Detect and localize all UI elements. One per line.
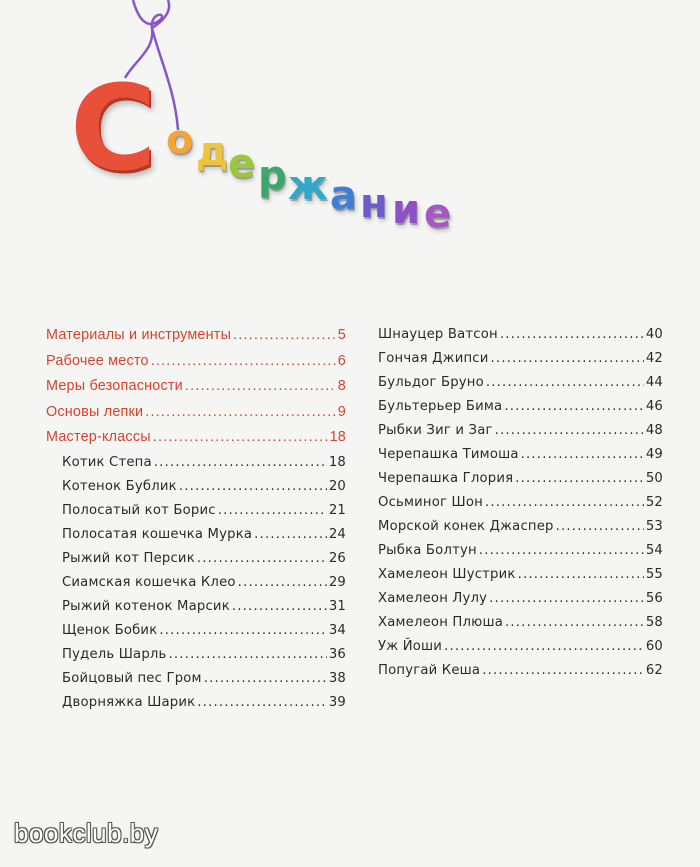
toc-entry-title: Материалы и инструменты (46, 327, 232, 343)
toc-entry[interactable] (378, 423, 663, 447)
toc-leader (238, 575, 327, 590)
title-letter: и (392, 187, 421, 233)
toc-entry-page: 58 (645, 615, 663, 630)
toc-leader (485, 495, 644, 510)
toc-entry-page: 46 (645, 399, 663, 414)
toc-entry-page: 48 (645, 423, 663, 438)
toc-entry-page: 9 (337, 403, 346, 420)
toc-leader (504, 399, 643, 414)
toc-leader (254, 527, 327, 542)
toc-entry-page: 54 (645, 543, 663, 558)
toc-entry-title: Мастер-классы (46, 429, 151, 446)
toc-entry[interactable] (46, 479, 346, 503)
toc-entry[interactable] (46, 623, 346, 647)
toc-leader (145, 404, 336, 420)
toc-leader (179, 479, 327, 494)
toc-entry-page: 52 (645, 495, 663, 510)
toc-entry-title: Уж Йоши (378, 639, 443, 654)
toc-entry-page: 53 (645, 519, 663, 534)
toc-entry-title: Бультерьер Бима (378, 399, 503, 414)
toc-entry[interactable] (378, 519, 663, 543)
toc-entry-title: Котик Степа (62, 454, 152, 470)
toc-entry-title: Хамелеон Шустрик (378, 567, 516, 582)
toc-entry[interactable] (46, 647, 346, 671)
toc-entry-page: 18 (329, 429, 346, 446)
toc-entry[interactable] (378, 447, 663, 471)
toc-entry[interactable] (378, 567, 663, 591)
toc-leader (154, 455, 327, 470)
toc-entry-title: Шнауцер Ватсон (378, 327, 498, 342)
toc-entry-title: Хамелеон Лулу (378, 591, 488, 606)
toc-leader (169, 647, 327, 662)
toc-leader (486, 375, 644, 390)
toc-leader (153, 429, 328, 445)
toc-entry-title: Рыжий котенок Марсик (62, 598, 230, 614)
toc-entry[interactable] (46, 671, 346, 695)
toc-leader (204, 671, 327, 686)
toc-entry-title: Рабочее место (46, 352, 149, 369)
toc-entry-page: 60 (645, 639, 663, 654)
toc-entry-title: Морской конек Джаспер (378, 519, 554, 534)
toc-leader (479, 543, 644, 558)
toc-entry[interactable] (46, 695, 346, 719)
toc-entry[interactable] (378, 543, 663, 567)
title-first-letter: С (70, 59, 157, 197)
toc-entry-title: Хамелеон Плюша (378, 615, 503, 630)
toc-entry-title: Основы лепки (46, 403, 144, 420)
toc-leader (515, 471, 644, 486)
toc-entry[interactable] (46, 551, 346, 575)
toc-entry-page: 20 (328, 478, 346, 494)
toc-entry[interactable] (46, 527, 346, 551)
title-letter: ж (288, 163, 328, 209)
toc-entry-page: 34 (328, 622, 346, 638)
toc-leader (159, 623, 326, 638)
toc-leader (185, 378, 336, 394)
toc-leader (482, 663, 644, 678)
toc-leader (489, 591, 644, 606)
toc-entry-page: 8 (337, 378, 346, 395)
toc-entry-page: 18 (328, 454, 346, 470)
toc-entry-page: 38 (328, 670, 346, 686)
toc-entry-page: 50 (645, 471, 663, 486)
toc-entry-page: 42 (645, 351, 663, 366)
toc-entry-title: Полосатый кот Борис (62, 502, 216, 518)
title-letter: р (258, 153, 287, 199)
toc-right-column (378, 327, 663, 687)
toc-leader (151, 353, 336, 369)
toc-leader (232, 599, 327, 614)
toc-entry-title: Щенок Бобик (62, 622, 158, 638)
toc-entry-title: Бойцовый пес Гром (62, 670, 202, 686)
toc-leader (521, 447, 644, 462)
toc-entry[interactable] (46, 378, 346, 404)
toc-entry-title: Дворняжка Шарик (62, 694, 196, 710)
toc-entry-page: 62 (645, 663, 663, 678)
toc-entry[interactable] (378, 639, 663, 663)
toc-entry-page: 21 (328, 502, 346, 518)
toc-entry[interactable] (46, 503, 346, 527)
toc-entry-title: Черепашка Тимоша (378, 447, 519, 462)
toc-entry-title: Попугай Кеша (378, 663, 481, 678)
toc-entry[interactable] (378, 471, 663, 495)
toc-leader (500, 327, 644, 342)
toc-entry[interactable] (378, 399, 663, 423)
toc-entry[interactable] (46, 353, 346, 379)
toc-entry-page: 40 (645, 327, 663, 342)
toc-entry-page: 55 (645, 567, 663, 582)
toc-entry[interactable] (46, 327, 346, 353)
toc-left-column (46, 327, 346, 719)
title-letter: д (196, 129, 229, 175)
toc-entry[interactable] (46, 599, 346, 623)
toc-entry[interactable] (378, 495, 663, 519)
toc-entry-page: 39 (328, 694, 346, 710)
toc-leader (233, 327, 336, 343)
toc-entry-title: Черепашка Глория (378, 471, 514, 486)
toc-entry[interactable] (378, 327, 663, 351)
toc-entry-page: 29 (328, 574, 346, 590)
toc-entry-page: 26 (328, 550, 346, 566)
title-letter: а (330, 173, 357, 219)
toc-leader (518, 567, 644, 582)
toc-leader (444, 639, 644, 654)
toc-leader (197, 551, 327, 566)
toc-entry-title: Бульдог Бруно (378, 375, 484, 390)
toc-entry-page: 6 (337, 352, 346, 369)
toc-entry[interactable] (378, 351, 663, 375)
toc-entry[interactable] (378, 375, 663, 399)
toc-leader (495, 423, 644, 438)
watermark: bookclub.by (14, 818, 159, 848)
title-letter: н (360, 181, 388, 227)
title-letter: о (166, 117, 194, 163)
toc-entry[interactable] (46, 455, 346, 479)
toc-entry-title: Осьминог Шон (378, 495, 483, 510)
toc-entry-title: Гончая Джипси (378, 351, 489, 366)
toc-leader (491, 351, 644, 366)
toc-leader (505, 615, 644, 630)
toc-entry-title: Сиамская кошечка Клео (62, 574, 236, 590)
toc-entry-title: Пудель Шарль (62, 646, 167, 662)
toc-entry[interactable] (378, 663, 663, 687)
toc-entry[interactable] (46, 404, 346, 430)
toc-entry[interactable] (378, 615, 663, 639)
page-title (70, 59, 490, 248)
toc-leader (556, 519, 644, 534)
toc-entry-title: Меры безопасности (46, 378, 183, 395)
toc-entry[interactable] (378, 591, 663, 615)
toc-entry-title: Рыбки Зиг и Заг (378, 423, 493, 438)
toc-entry-page: 31 (328, 598, 346, 614)
toc-entry[interactable] (46, 575, 346, 599)
toc-entry-page: 36 (328, 646, 346, 662)
toc-entry-page: 5 (337, 327, 346, 343)
toc-entry-page: 56 (645, 591, 663, 606)
toc-leader (218, 503, 327, 518)
title-letter: е (228, 141, 256, 187)
toc-entry-title: Рыбка Болтун (378, 543, 477, 558)
toc-entry-page: 24 (328, 526, 346, 542)
title-letter: е (424, 191, 452, 237)
toc-entry[interactable] (46, 429, 346, 455)
toc-entry-page: 44 (645, 375, 663, 390)
toc-entry-title: Котенок Бублик (62, 478, 177, 494)
toc-entry-page: 49 (645, 447, 663, 462)
toc-entry-title: Полосатая кошечка Мурка (62, 526, 253, 542)
toc-leader (197, 695, 327, 710)
toc-entry-title: Рыжий кот Персик (62, 550, 195, 566)
